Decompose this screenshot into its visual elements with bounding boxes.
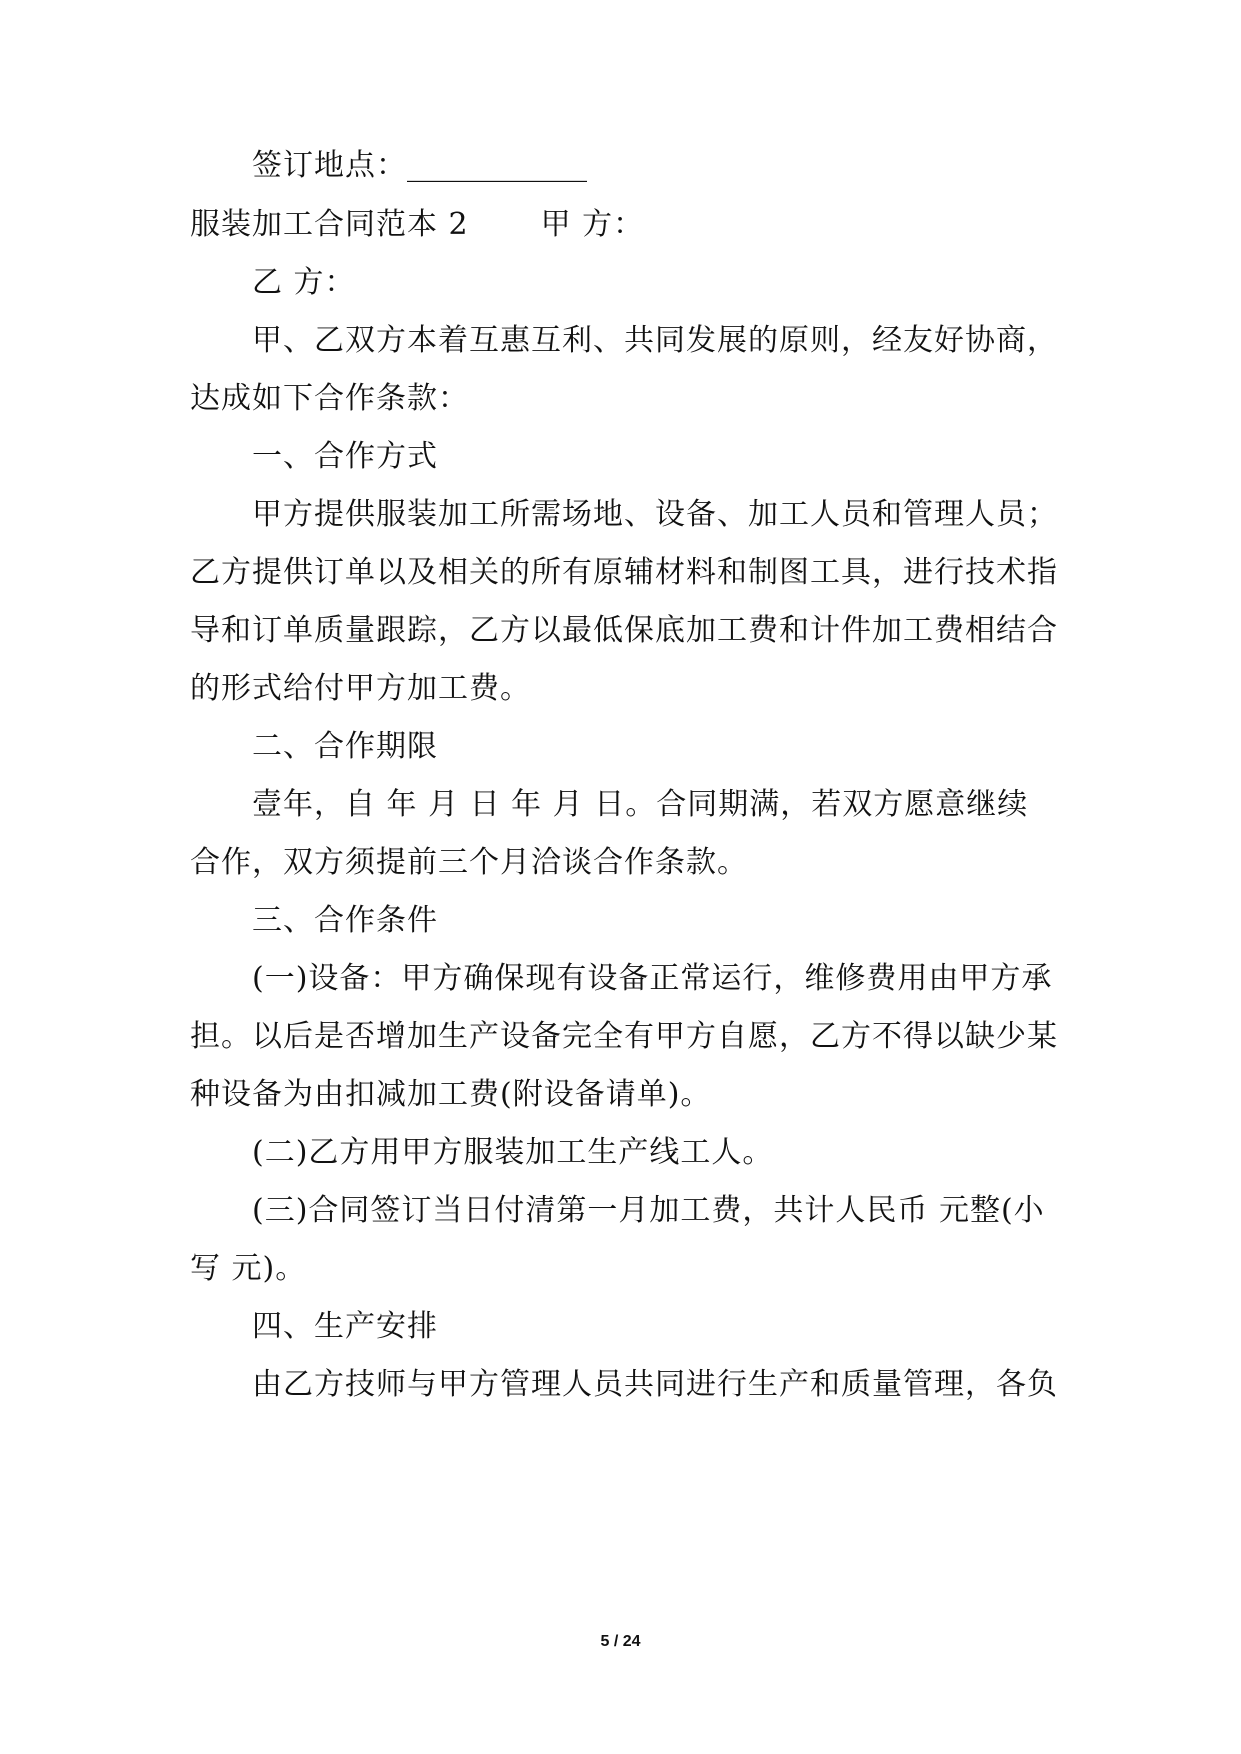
section-2-line-1: 壹年，自 年 月 日 年 月 日。合同期满，若双方愿意继续 [252, 787, 1029, 822]
document-title: 服装加工合同范本 2 [190, 207, 469, 242]
intro-line-1: 甲、乙双方本着互惠互利、共同发展的原则，经友好协商， [252, 323, 1058, 358]
section-3-item-2: (二)乙方用甲方服装加工生产线工人。 [252, 1135, 774, 1170]
title-line [190, 205, 1060, 245]
intro-line-2: 达成如下合作条款： [190, 381, 469, 416]
sign-place-blank: ____________ [407, 148, 587, 183]
section-1-line-4: 的形式给付甲方加工费。 [190, 671, 531, 706]
page-number: 5 / 24 [600, 1633, 641, 1650]
party-a-label: 甲 方： [540, 207, 645, 242]
section-4-heading: 四、生产安排 [252, 1309, 438, 1344]
section-3-item-3-line-1: (三)合同签订当日付清第一月加工费，共计人民币 元整(小 [252, 1193, 1045, 1228]
sign-place-line [252, 146, 1122, 186]
section-3-heading: 三、合作条件 [252, 903, 438, 938]
section-1-line-3: 导和订单质量跟踪，乙方以最低保底加工费和计件加工费相结合 [190, 613, 1058, 648]
section-2-heading: 二、合作期限 [252, 729, 438, 764]
section-3-item-1-line-2: 担。以后是否增加生产设备完全有甲方自愿，乙方不得以缺少某 [190, 1019, 1058, 1054]
sign-place-label: 签订地点： [252, 148, 407, 183]
section-1-heading: 一、合作方式 [252, 439, 438, 474]
section-1-line-2: 乙方提供订单以及相关的所有原辅材料和制图工具，进行技术指 [190, 555, 1058, 590]
section-1-line-1: 甲方提供服装加工所需场地、设备、加工人员和管理人员； [252, 497, 1058, 532]
section-2-line-2: 合作，双方须提前三个月洽谈合作条款。 [190, 845, 748, 880]
section-4-line-1: 由乙方技师与甲方管理人员共同进行生产和质量管理，各负 [252, 1367, 1058, 1402]
party-b-label: 乙 方： [252, 265, 356, 300]
section-3-item-3-line-2: 写 元)。 [190, 1251, 307, 1286]
section-3-item-1-line-3: 种设备为由扣减加工费(附设备请单)。 [190, 1077, 712, 1112]
section-3-item-1-line-1: (一)设备：甲方确保现有设备正常运行，维修费用由甲方承 [252, 961, 1053, 996]
